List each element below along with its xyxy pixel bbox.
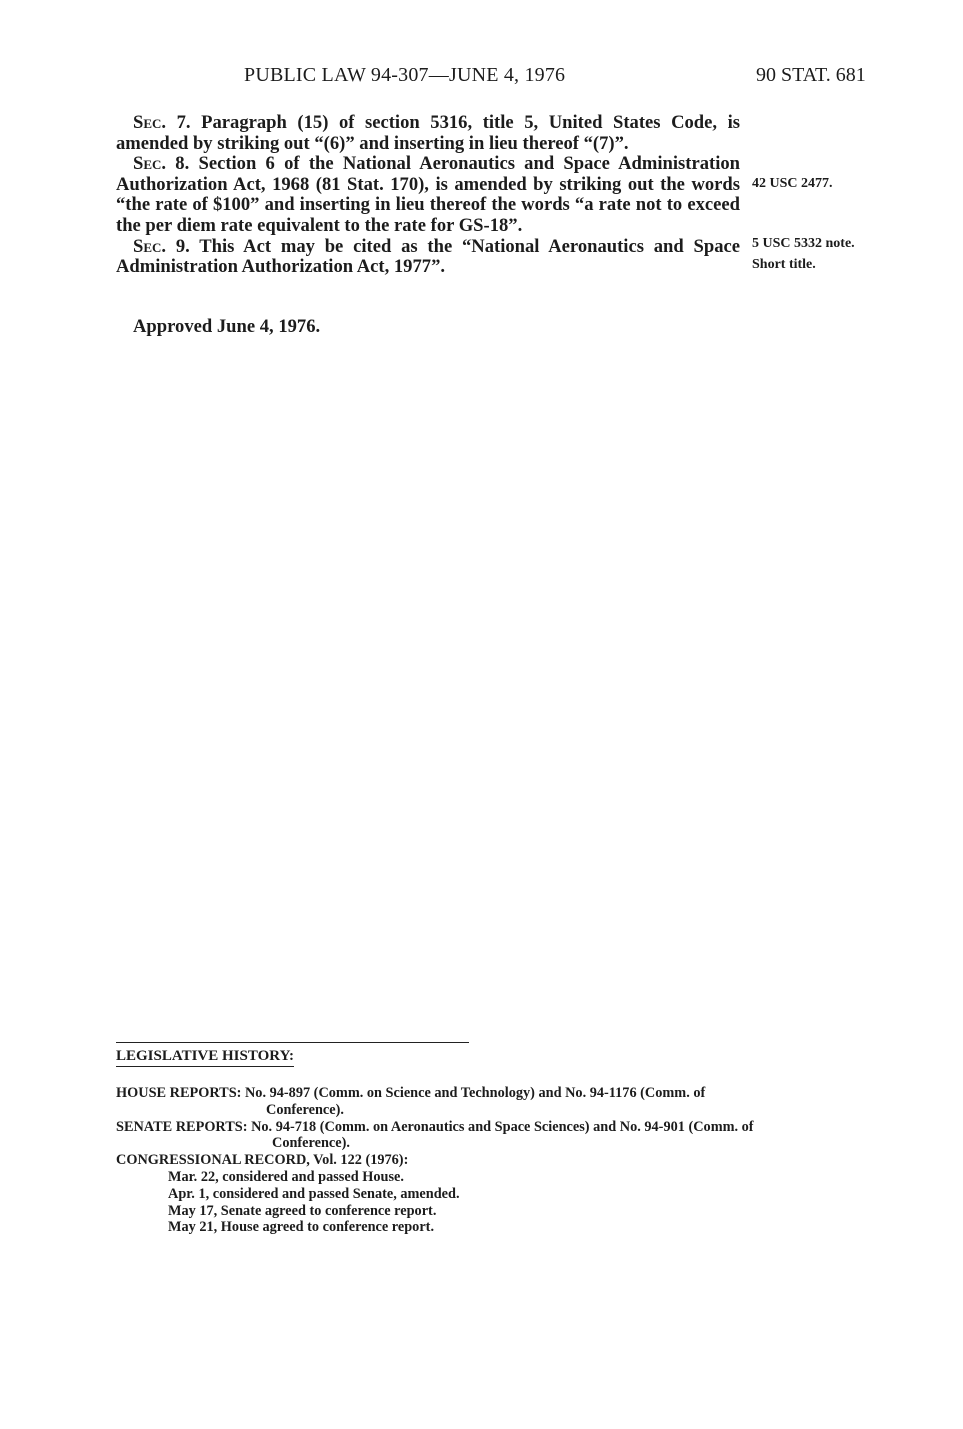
page-number: 90 STAT. 681 xyxy=(756,64,866,86)
legislative-history xyxy=(116,1085,756,1236)
footnote-divider xyxy=(116,1042,469,1043)
section-label: Sec. xyxy=(133,112,167,133)
list-item: May 21, House agreed to conference report. xyxy=(168,1219,435,1236)
list-item: Apr. 1, considered and passed Senate, amended. xyxy=(168,1185,460,1202)
section-label: Sec. xyxy=(133,235,167,257)
running-header-title: PUBLIC LAW 94-307—JUNE 4, 1976 xyxy=(244,64,566,86)
legislative-history-heading: LEGISLATIVE HISTORY: xyxy=(116,1048,294,1067)
margin-note-citation: 42 USC 2477. xyxy=(752,176,833,191)
margin-note-short-title: Short title. xyxy=(752,257,816,272)
approval-line: Approved June 4, 1976. xyxy=(133,316,321,337)
senate-reports: SENATE REPORTS: No. 94-718 (Comm. on Aeronautics and Space Sciences) and No. 94-901 (Comm. of Conference). xyxy=(116,1118,754,1152)
section-9 xyxy=(116,237,740,278)
section-7 xyxy=(116,113,740,154)
list-item: May 17, Senate agreed to conference report. xyxy=(168,1202,437,1219)
section-text: 9. This Act may be cited as the “National Aeronautics and Space Administration Authorization Act, 1977”. xyxy=(116,235,740,278)
section-text: 8. Section 6 of the National Aeronautics and Space Administration Authorization Act, 1968 (81 Stat. 170), is amended by striking out the words “the rate of $100” and inserting in lieu thereof the words “a rate not to exceed the per diem rate equivalent to the rate for GS-18”. xyxy=(116,153,740,236)
section-8 xyxy=(116,154,740,236)
list-item: Mar. 22, considered and passed House. xyxy=(168,1168,404,1185)
section-text: 7. Paragraph (15) of section 5316, title 5, United States Code, is amended by striking out “(6)” and inserting in lieu thereof “(7)”. xyxy=(116,112,740,154)
congressional-record: CONGRESSIONAL RECORD, Vol. 122 (1976): xyxy=(116,1152,409,1169)
act-body xyxy=(116,113,740,278)
house-reports: HOUSE REPORTS: No. 94-897 (Comm. on Science and Technology) and No. 94-1176 (Comm. of Conference). xyxy=(116,1085,706,1118)
record-events xyxy=(116,1169,756,1236)
margin-note-citation: 5 USC 5332 note. xyxy=(752,236,855,251)
section-label: Sec. xyxy=(133,153,167,175)
